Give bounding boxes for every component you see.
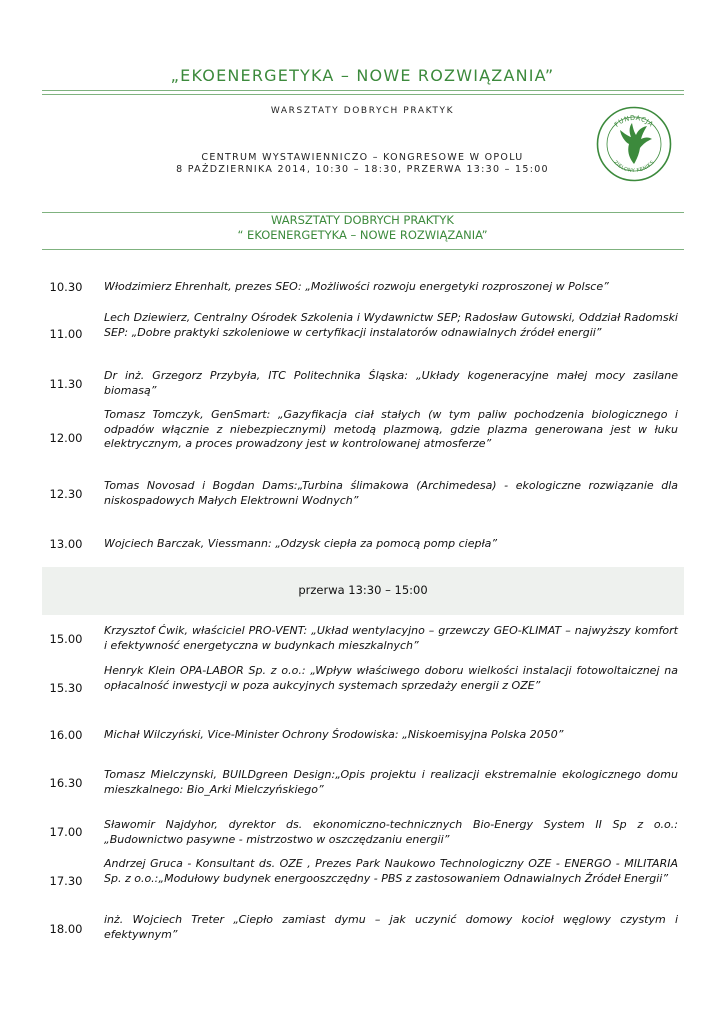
section-heading-line1: WARSZTATY DOBRYCH PRAKTYK — [271, 213, 454, 227]
agenda-time: 15.00 — [49, 632, 83, 646]
agenda-description: Tomasz Mielczynski, BUILDgreen Design:„Opis projektu i realizacji ekstremalnie ekologicznego domu mieszkalnego: Bio_Arki Mielczyńskiego” — [104, 768, 678, 796]
venue-line: CENTRUM WYSTAWIENNICZO – KONGRESOWE W OPOLU — [201, 152, 524, 163]
agenda-description: inż. Wojciech Treter „Ciepło zamiast dymu – jak uczynić domowy kocioł węglowy czystym i efektywnym” — [104, 913, 678, 941]
date-line: 8 PAŹDZIERNIKA 2014, 10:30 – 18:30, PRZERWA 13:30 – 15:00 — [176, 164, 549, 175]
agenda-description: Włodzimierz Ehrenhalt, prezes SEO: „Możliwości rozwoju energetyki rozproszonej w Polsce” — [104, 280, 609, 293]
agenda-description: Andrzej Gruca - Konsultant ds. OZE , Prezes Park Naukowo Technologiczny OZE - ENERGO - MILITARIA Sp. z o.o.:„Modułowy budynek energooszczędny - PBS z zastosowaniem Odnawialnych Źródeł Energii” — [104, 857, 678, 885]
logo-bottom-text: ZIELONY FENIKS — [612, 159, 656, 175]
agenda-description: Tomas Novosad i Bogdan Dams:„Turbina ślimakowa (Archimedesa) - ekologiczne rozwiązanie dla niskospadowych Małych Elektrowni Wodnych” — [104, 479, 678, 507]
agenda-description: Henryk Klein OPA-LABOR Sp. z o.o.: „Wpływ właściwego doboru wielkości instalacji fotowoltaicznej na opłacalność inwestycji w poza aukcyjnych systemach sprzedaży energii z OZE” — [104, 664, 678, 692]
agenda-time: 17.00 — [49, 825, 83, 839]
svg-text:FUNDACJA — [613, 114, 655, 129]
section-heading-line2: “ EKOENERGETYKA – NOWE ROZWIĄZANIA” — [237, 228, 488, 242]
agenda-time: 13.00 — [49, 537, 83, 551]
agenda-time: 15.30 — [49, 681, 83, 695]
agenda-time: 12.30 — [49, 487, 83, 501]
section-heading — [0, 213, 725, 243]
agenda-description: Dr inż. Grzegorz Przybyła, ITC Politechnika Śląska: „Układy kogeneracyjne małej mocy zasilane biomasą” — [104, 369, 678, 397]
logo-top-text: FUNDACJA — [612, 113, 656, 129]
agenda-description: Tomasz Tomczyk, GenSmart: „Gazyfikacja ciał stałych (w tym paliw pochodzenia biologicznego i odpadów włącznie z niebezpiecznymi) metodą plazmową, gdzie plazma generowana jest w łuku elektrycznym, a proces prowadzony jest w kontrolowanej atmosferze” — [104, 408, 678, 450]
title-divider — [42, 90, 684, 95]
agenda-description: Sławomir Najdyhor, dyrektor ds. ekonomiczno-technicznych Bio-Energy System II Sp z o.o.: „Budownictwo pasywne - mistrzostwo w oszczędzaniu energii” — [104, 818, 678, 846]
section-divider-bottom — [42, 249, 684, 250]
agenda-time: 11.00 — [49, 327, 83, 341]
agenda-description: Michał Wilczyński, Vice-Minister Ochrony Środowiska: „Niskoemisyjna Polska 2050” — [104, 728, 564, 741]
foundation-logo — [596, 106, 672, 182]
agenda-time: 16.30 — [49, 776, 83, 790]
document-subtitle: WARSZTATY DOBRYCH PRAKTYK — [270, 106, 455, 116]
agenda-time: 16.00 — [49, 728, 83, 742]
agenda-time: 18.00 — [49, 922, 83, 936]
agenda-description: Lech Dziewierz, Centralny Ośrodek Szkolenia i Wydawnictw SEP; Radosław Gutowski, Oddział Radomski SEP: „Dobre praktyki szkoleniowe w certyfikacji instalatorów odnawialnych źródeł energii” — [104, 311, 678, 339]
agenda-time: 10.30 — [49, 280, 83, 294]
agenda-time: 11.30 — [49, 377, 83, 391]
break-label: przerwa 13:30 – 15:00 — [298, 583, 428, 597]
agenda-description: Krzysztof Ćwik, właściciel PRO-VENT: „Układ wentylacyjno – grzewczy GEO-KLIMAT – najwyższy komfort i efektywność energetyczna w budynkach mieszkalnych” — [104, 624, 678, 652]
agenda-time: 12.00 — [49, 431, 83, 445]
phoenix-icon — [620, 123, 652, 164]
agenda-description: Wojciech Barczak, Viessmann: „Odzysk ciepła za pomocą pomp ciepła” — [104, 537, 498, 550]
agenda-time: 17.30 — [49, 874, 83, 888]
document-title: „EKOENERGETYKA – NOWE ROZWIĄZANIA” — [170, 66, 555, 85]
